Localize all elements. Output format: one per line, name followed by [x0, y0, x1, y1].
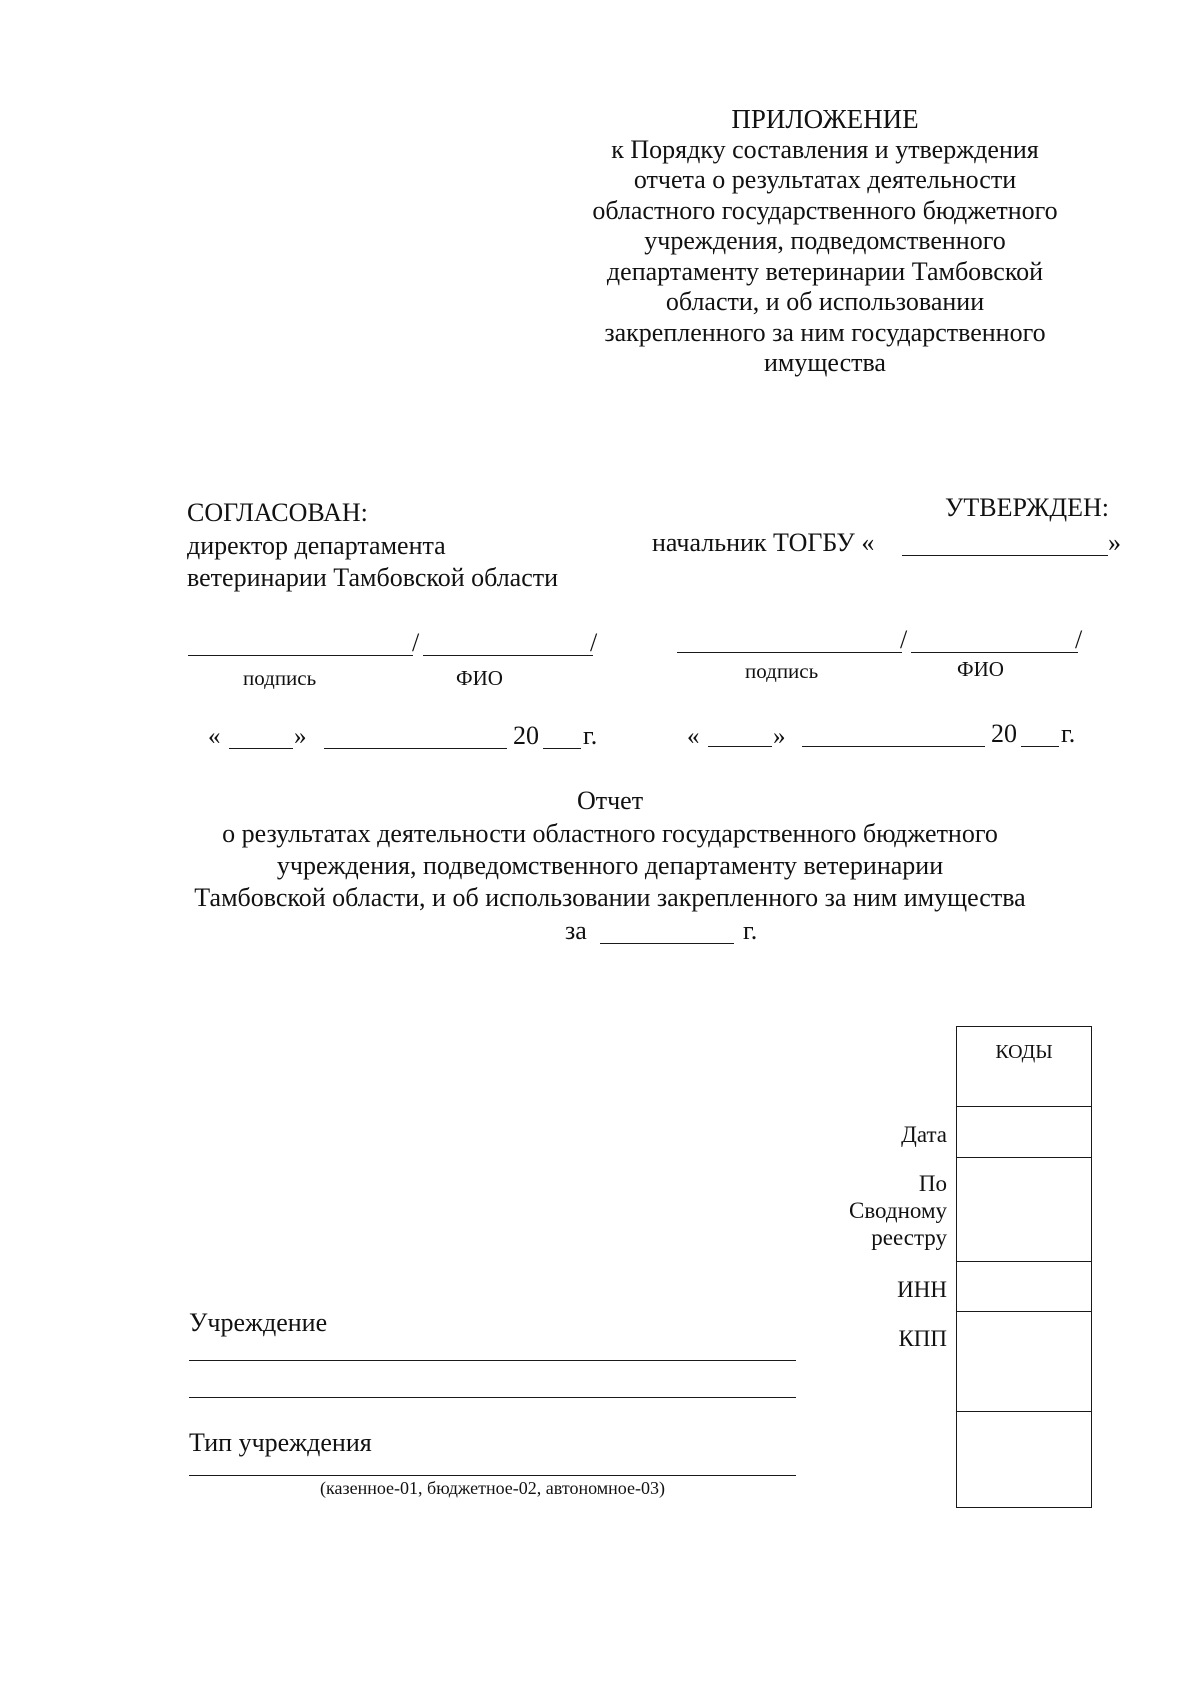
agreed-day-line[interactable]: [229, 748, 293, 749]
approved-month-line[interactable]: [802, 746, 985, 747]
approved-year-line[interactable]: [1021, 746, 1059, 747]
slash: /: [590, 628, 598, 657]
codes-registry-label: реестру: [871, 1225, 947, 1250]
codes-header: КОДЫ: [995, 1041, 1053, 1063]
codes-table: [956, 1026, 1092, 1508]
approved-signature-line[interactable]: [677, 652, 902, 653]
appendix-line: отчета о результатах деятельности: [633, 165, 1017, 194]
approved-day-line[interactable]: [708, 746, 772, 747]
approved-institution-line[interactable]: [902, 555, 1108, 556]
appendix-line: областного государственного бюджетного: [592, 195, 1058, 225]
codes-row-registry[interactable]: [957, 1157, 1091, 1158]
agreed-year-line[interactable]: [543, 748, 581, 749]
appendix-line: имущества: [764, 348, 886, 377]
appendix-line: области, и об использовании: [665, 287, 985, 316]
codes-row-kpp[interactable]: [957, 1311, 1091, 1312]
institution-line-1[interactable]: [189, 1360, 796, 1361]
institution-label: Учреждение: [189, 1308, 328, 1337]
codes-inn-label: ИНН: [897, 1277, 947, 1302]
year-suffix: г.: [583, 721, 598, 750]
codes-registry-label: По: [918, 1171, 947, 1196]
agreed-signature-line[interactable]: [188, 655, 413, 656]
quote-close: »: [773, 723, 786, 750]
agreed-position-line2: ветеринарии Тамбовской области: [187, 563, 559, 592]
quote-open: «: [208, 723, 221, 750]
year-prefix: 20: [513, 721, 539, 750]
appendix-block: [545, 104, 1105, 379]
report-title: Отчет: [576, 786, 644, 815]
report-line: о результатах деятельности областного государственного бюджетного: [222, 819, 998, 848]
codes-row-type[interactable]: [957, 1411, 1091, 1412]
agreed-signature-label: подпись: [243, 666, 317, 690]
report-period-suffix: г.: [743, 916, 758, 945]
agreed-title: СОГЛАСОВАН:: [187, 498, 368, 527]
institution-type-hint: (казенное-01, бюджетное-02, автономное-03): [320, 1478, 665, 1498]
codes-kpp-label: КПП: [898, 1326, 947, 1351]
slash: /: [900, 625, 908, 654]
institution-type-line[interactable]: [189, 1475, 796, 1476]
codes-registry-label: Сводному: [848, 1198, 947, 1223]
codes-date-label: Дата: [901, 1122, 947, 1147]
report-period-prefix: за: [565, 916, 587, 945]
institution-line-2[interactable]: [189, 1397, 796, 1398]
appendix-line: к Порядку составления и утверждения: [611, 134, 1039, 164]
appendix-line: учреждения, подведомственного: [644, 226, 1006, 255]
agreed-position-line1: директор департамента: [187, 531, 446, 560]
approved-name-line[interactable]: [911, 652, 1078, 653]
report-line: Тамбовской области, и об использовании закрепленного за ним имущества: [194, 883, 1026, 912]
approved-signature-label: подпись: [745, 659, 819, 683]
agreed-name-line[interactable]: [423, 655, 593, 656]
codes-row-inn[interactable]: [957, 1261, 1091, 1262]
quote-close: »: [294, 723, 307, 750]
report-subtitle: [190, 818, 1030, 914]
appendix-line: департаменту ветеринарии Тамбовской: [606, 256, 1044, 286]
report-line: учреждения, подведомственного департаменту ветеринарии: [276, 851, 944, 880]
appendix-line: закрепленного за ним государственного: [604, 317, 1046, 347]
year-suffix: г.: [1061, 719, 1076, 748]
agreed-month-line[interactable]: [324, 748, 507, 749]
approved-position-suffix: »: [1108, 528, 1121, 557]
year-prefix: 20: [991, 719, 1017, 748]
appendix-title: ПРИЛОЖЕНИЕ: [731, 104, 919, 134]
report-period-line[interactable]: [600, 943, 734, 944]
quote-open: «: [687, 723, 700, 750]
slash: /: [1075, 625, 1083, 654]
agreed-name-label: ФИО: [456, 666, 503, 690]
approved-title: УТВЕРЖДЕН:: [945, 493, 1109, 522]
approved-position-prefix: начальник ТОГБУ «: [652, 528, 875, 557]
slash: /: [412, 628, 420, 657]
institution-type-label: Тип учреждения: [189, 1428, 372, 1457]
codes-row-date[interactable]: [957, 1106, 1091, 1107]
approved-name-label: ФИО: [957, 657, 1004, 681]
